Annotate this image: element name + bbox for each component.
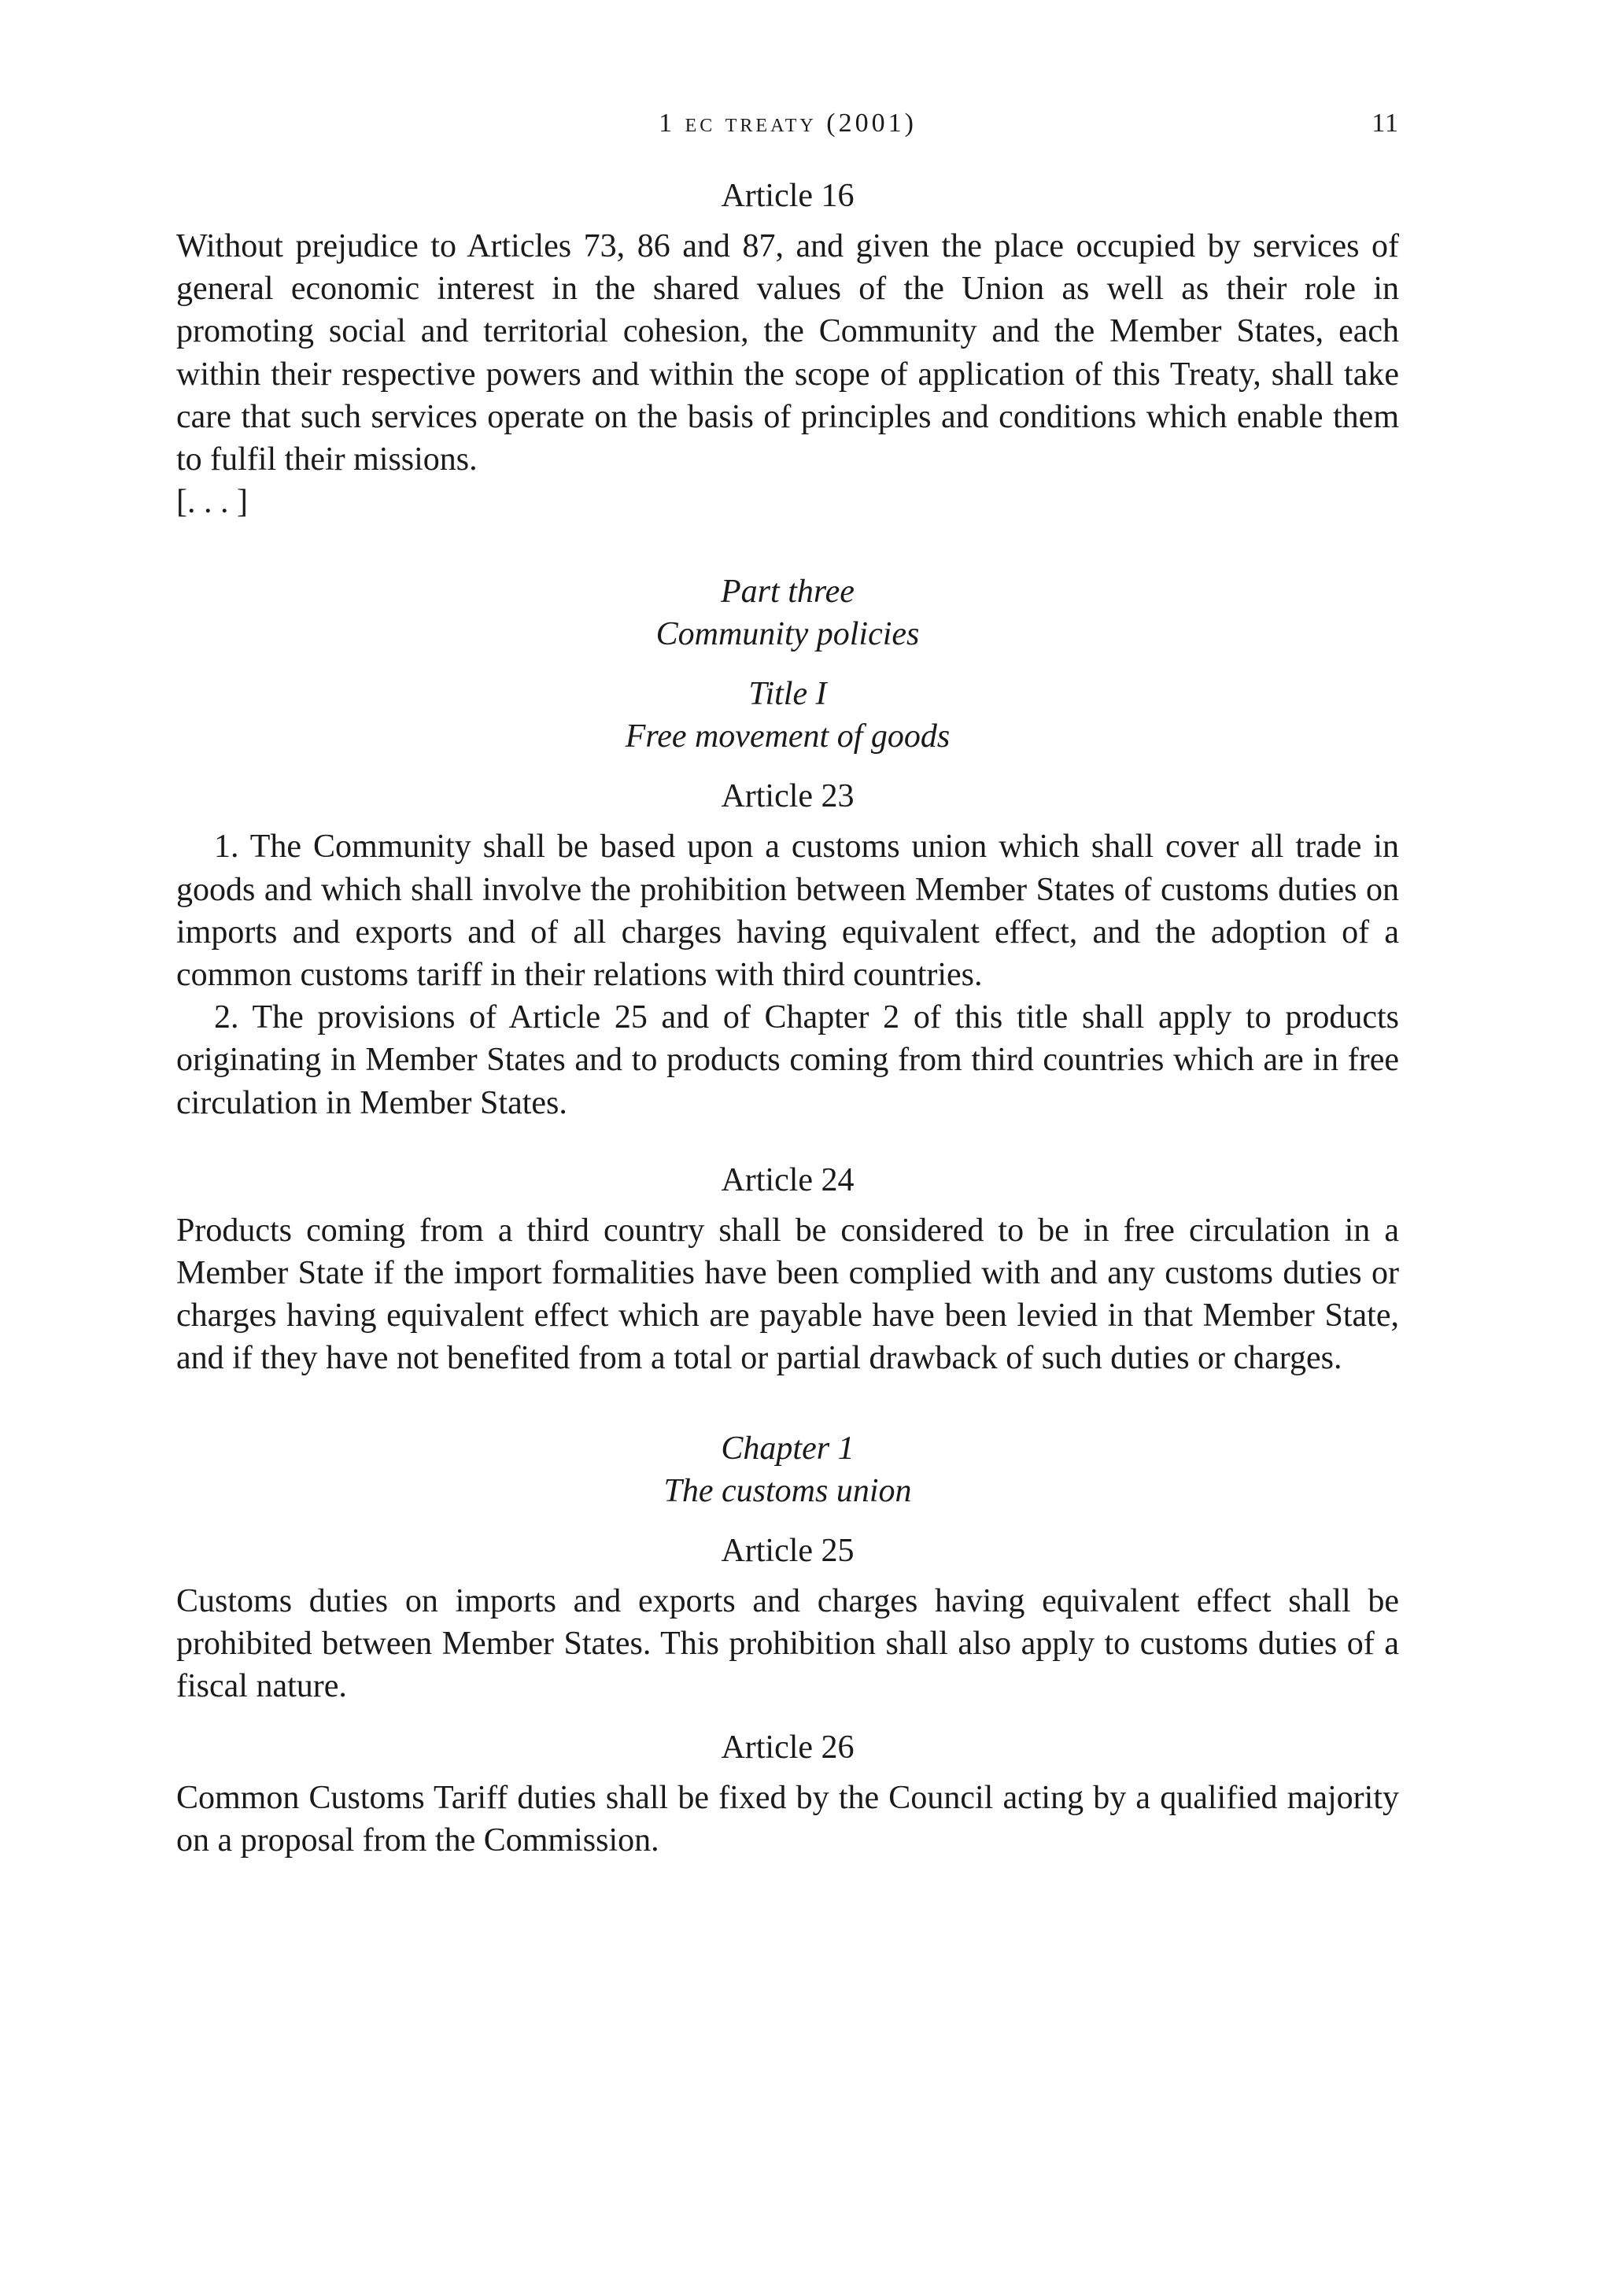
article-26-text: Common Customs Tariff duties shall be fixed by the Council acting by a qualified majority on a proposal from the Commission. — [176, 1780, 1399, 1859]
article-25-heading: Article 25 — [721, 1532, 855, 1569]
chapter-one-title: The customs union — [663, 1472, 912, 1509]
running-title: 1 ec treaty (2001) — [659, 109, 917, 138]
part-three-heading — [176, 570, 1399, 655]
article-23-paragraph-2: 2. The provisions of Article 25 and of Chapter 2 of this title shall apply to products originating in Member States and to products coming from third countries which are in free circulation in Member States. — [176, 999, 1399, 1121]
running-head — [176, 109, 1399, 146]
chapter-one-label: Chapter 1 — [721, 1430, 855, 1467]
article-16-text: Without prejudice to Articles 73, 86 and 87, and given the place occupied by services of general economic interest in the shared values of the Union as well as their role in promoting social and territorial cohesion, the Community and the Member States, each within their respective powers and within the scope of application of this Treaty, shall take care that such services operate on the basis of principles and conditions which enable them to fulfil their missions. — [176, 228, 1399, 478]
article-24-text: Products coming from a third country shall be considered to be in free circulation in a Member State if the import formalities have been complied with and any customs duties or charges having equivalent effect which are payable have been levied in that Member State, and if they have not benefited from a total or partial drawback of such duties or charges. — [176, 1212, 1399, 1377]
article-23-paragraph-1: 1. The Community shall be based upon a customs union which shall cover all trade in goods and which shall involve the prohibition between Member States of customs duties on imports and exports and of all charges having equivalent effect, and the adoption of a common customs tariff in their relations with third countries. — [176, 829, 1399, 994]
article-16 — [176, 175, 1399, 523]
article-23-heading: Article 23 — [721, 778, 855, 815]
part-three-title: Community policies — [655, 616, 920, 653]
title-one-title: Free movement of goods — [625, 718, 951, 755]
document-body — [176, 175, 1399, 1862]
title-one-heading — [176, 673, 1399, 758]
article-24 — [176, 1159, 1399, 1380]
omission-marker: [. . . ] — [176, 484, 248, 521]
article-26-heading: Article 26 — [721, 1729, 855, 1766]
article-25 — [176, 1530, 1399, 1708]
article-16-heading: Article 16 — [721, 178, 855, 214]
article-23 — [176, 775, 1399, 1124]
article-24-heading: Article 24 — [721, 1161, 855, 1198]
page-number: 11 — [1371, 109, 1399, 138]
article-26 — [176, 1726, 1399, 1862]
title-one-label: Title I — [748, 676, 827, 713]
document-page — [176, 0, 1399, 2296]
chapter-one-heading — [176, 1427, 1399, 1512]
article-25-text: Customs duties on imports and exports and charges having equivalent effect shall be prohibited between Member States. This prohibition shall also apply to customs duties of a fiscal nature. — [176, 1582, 1399, 1705]
part-three-label: Part three — [721, 574, 855, 611]
